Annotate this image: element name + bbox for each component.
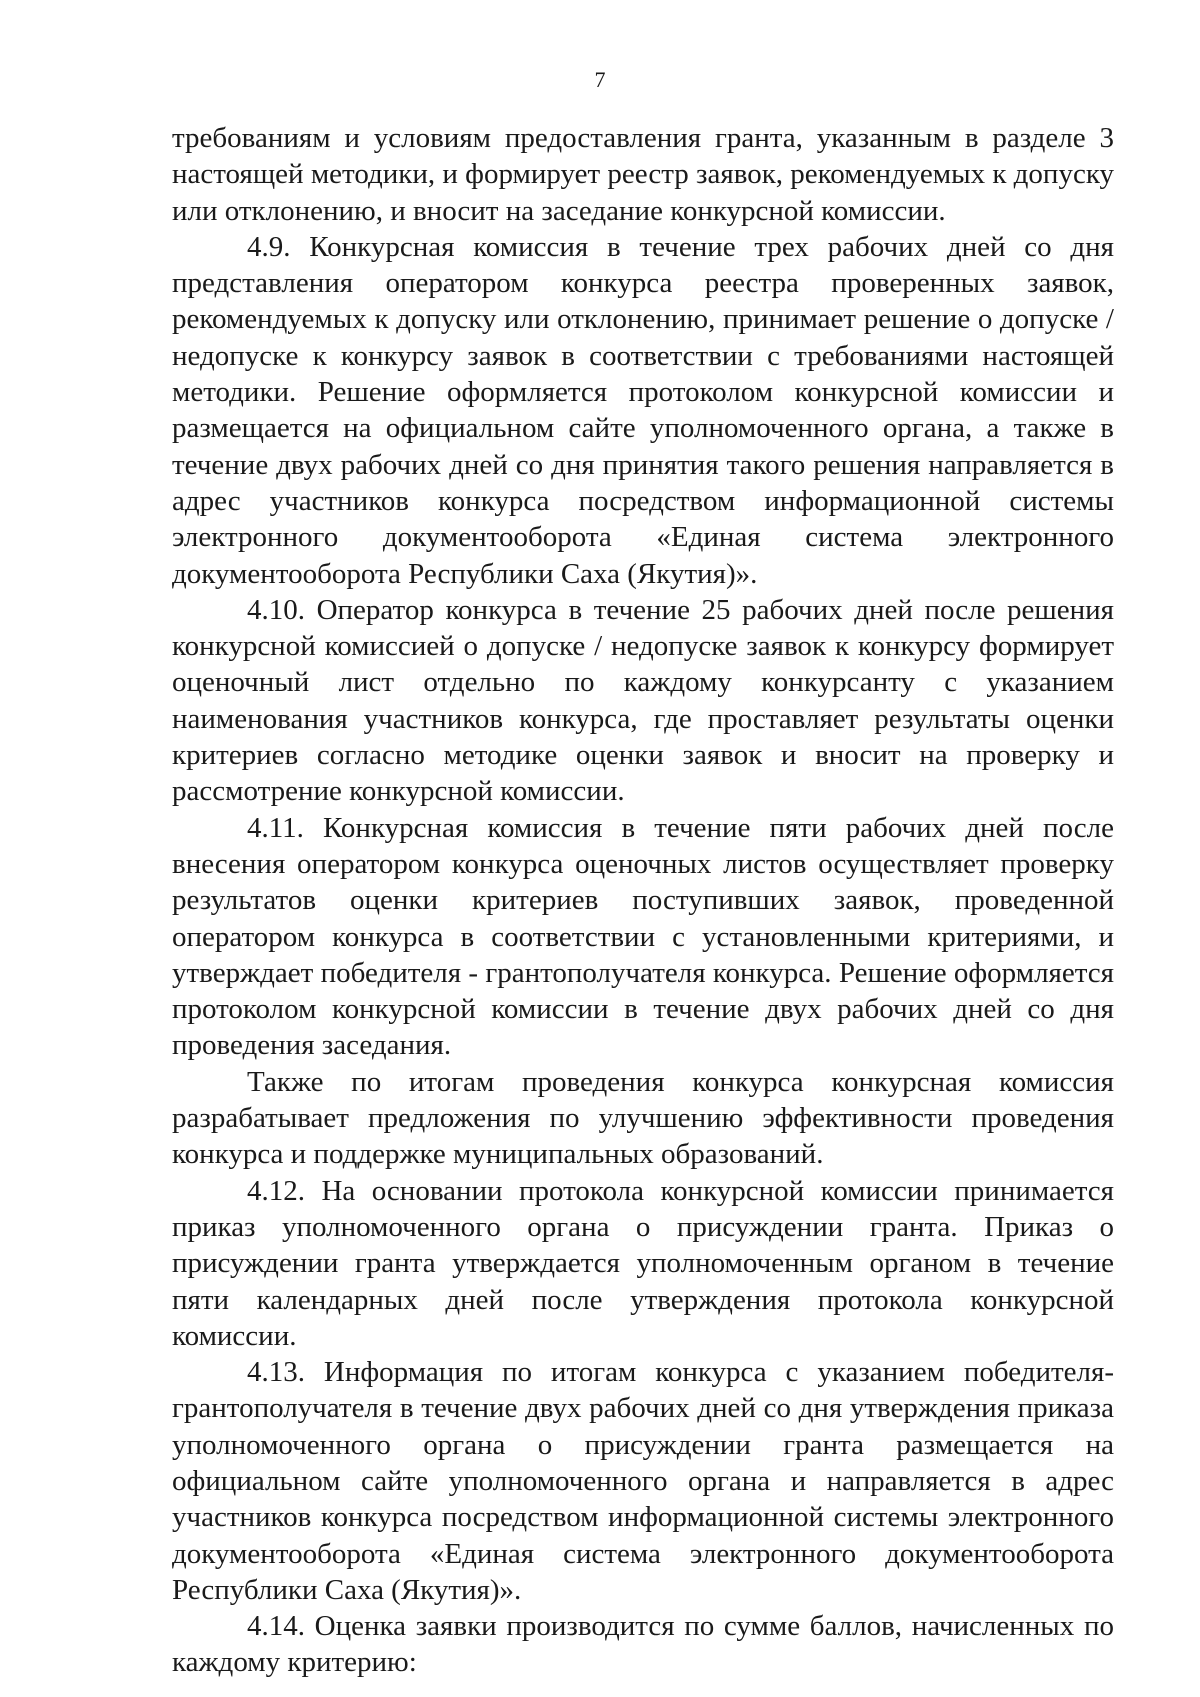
paragraph-also: Также по итогам проведения конкурса конкурсная комиссия разрабатывает предложения по улучшению эффективности проведения конкурса и поддержке муниципальных образований. [172,1065,1114,1171]
paragraph-4-10: 4.10. Оператор конкурса в течение 25 рабочих дней после решения конкурсной комиссией о допуске / недопуске заявок к конкурсу формирует оценочный лист отдельно по каждому конкурсанту с указанием наименования участников конкурса, где проставляет результаты оценки критериев согласно методике оценки заявок и вносит на проверку и рассмотрение конкурсной комиссии. [172,593,1114,808]
paragraph-4-11: 4.11. Конкурсная комиссия в течение пяти рабочих дней после внесения оператором конкурса оценочных листов осуществляет проверку результатов оценки критериев поступивших заявок, проведенной оператором конкурса в соответствии с установленными критериями, и утверждает победителя - грантополучателя конкурса. Решение оформляется протоколом конкурсной комиссии в течение двух рабочих дней со дня проведения заседания. [172,811,1114,1062]
document-body [172,120,1114,1681]
paragraph-continuation: требованиям и условиям предоставления гранта, указанным в разделе 3 настоящей методики, и формирует реестр заявок, рекомендуемых к допуску или отклонению, и вносит на заседание конкурсной комиссии. [172,122,1114,227]
paragraph-4-13: 4.13. Информация по итогам конкурса с указанием победителя-грантополучателя в течение двух рабочих дней со дня утверждения приказа уполномоченного органа о присуждении гранта размещается на официальном сайте уполномоченного органа и направляется в адрес участников конкурса посредством информационной системы электронного документооборота «Единая система электронного документооборота Республики Саха (Якутия)». [172,1356,1114,1606]
paragraph-4-9: 4.9. Конкурсная комиссия в течение трех рабочих дней со дня представления оператором конкурса реестра проверенных заявок, рекомендуемых к допуску или отклонению, принимает решение о допуске / недопуске к конкурсу заявок в соответствии с требованиями настоящей методики. Решение оформляется протоколом конкурсной комиссии и размещается на официальном сайте уполномоченного органа, а также в течение двух рабочих дней со дня принятия такого решения направляется в адрес участников конкурса посредством информационной системы электронного документооборота «Единая система электронного документооборота Республики Саха (Якутия)». [172,230,1114,590]
paragraph-4-14: 4.14. Оценка заявки производится по сумме баллов, начисленных по каждому критерию: [172,1610,1114,1679]
page-number: 7 [594,67,606,92]
paragraph-4-12: 4.12. На основании протокола конкурсной комиссии принимается приказ уполномоченного органа о присуждении гранта. Приказ о присуждении гранта утверждается уполномоченным органом в течение пяти календарных дней после утверждения протокола конкурсной комиссии. [172,1174,1114,1352]
